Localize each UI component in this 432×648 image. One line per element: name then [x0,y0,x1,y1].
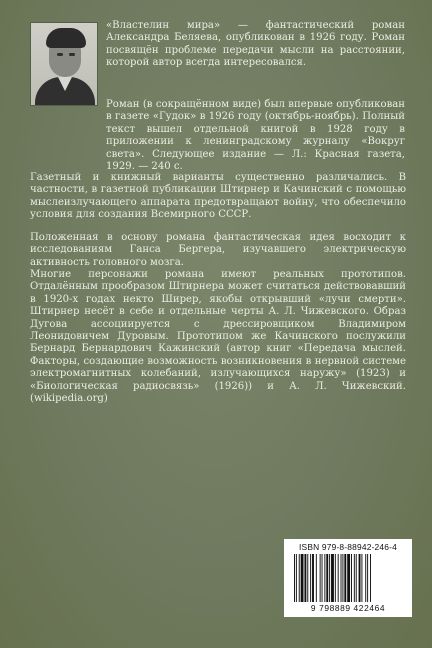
barcode-bar [344,554,346,602]
barcode-bar [367,554,368,602]
barcode-bar [322,554,323,602]
barcode-bar [331,554,334,602]
barcode-bar [365,554,366,602]
description-paragraph-4: Положенная в основу романа фантастическая идея восходит к исследованиям Ганса Бергера, изучавшего электрическую активность головного мозга. [30,232,406,268]
barcode-bar [329,554,330,602]
barcode-bar [370,554,371,602]
barcode-bar [356,554,357,602]
barcode-bar [342,554,343,602]
barcode-bar [307,554,308,602]
barcode-bar [324,554,325,602]
description-paragraph-2: Роман (в сокращённом виде) был впервые опубликован в газете «Гудок» в 1926 году (октябрь-ноябрь). Полный текст вышел отдельной книгой в 1928 году в приложении к ленинградскому журналу «Вокруг света». Следующее издание — Л.: Красная газета, 1929. — 240 с. [106,99,405,173]
barcode-bar [347,554,350,602]
description-paragraph-5: Многие персонажи романа имеют реальных прототипов. Отдалённым прообразом Штирнера может считаться действовавший в 1920-х годах некто Ширер, якобы открывший «лучи смерти». Штирнер несёт в себе и отдельные черты А. Л. Чижевского. Образ Дугова ассоциируется с дрессировщиком Владимиром Леонидовичем Дуровым. Прототипом же Качинского послужили Бернард Бернардович Кажинский (автор книг «Передача мыслей. Факторы, создающие возможность возникновения в нервной системе электромагнитных колебаний, излучающихся наружу» (1923) и «Биологическая радиосвязь» (1926)) и А. Л. Чижевский. (wikipedia.org) [30,269,406,405]
barcode-bar [299,554,300,602]
barcode-bar [294,554,295,602]
barcode-number: 9 798889 422464 [310,603,386,613]
barcode-bar [361,554,362,602]
portrait-eye-left [57,53,63,56]
barcode-bar [335,554,336,602]
barcode-bar [359,554,361,602]
barcode-bar [326,554,328,602]
barcode-bar [301,554,304,602]
barcode-bar [351,554,352,602]
isbn-label: ISBN 979-8-88942-246-4 [299,542,397,552]
barcode-bar [341,554,342,602]
portrait-hair [46,28,86,48]
author-portrait [30,22,98,106]
barcode-bar [316,554,317,602]
barcode-bar [304,554,306,602]
barcode-bars [292,554,404,604]
barcode-bar [354,554,355,602]
description-paragraph-1: «Властелин мира» — фантастический роман Александра Беляева, опубликован в 1926 году. Роман посвящён проблеме передачи мысли на расстоянии, которой автор всегда интересовался. [106,20,405,69]
barcode-bar [310,554,311,602]
barcode-bar [320,554,321,602]
barcode-bar [338,554,339,602]
description-paragraph-3: Газетный и книжный варианты существенно различались. В частности, в газетной публикации Штирнер и Качинский с помощью мыслеизлучающего аппарата предотвращают войну, что обеспечило условия для создания Всемирного СССР. [30,172,406,221]
isbn-barcode [284,539,412,617]
portrait-eye-right [69,53,75,56]
barcode-bar [312,554,314,602]
barcode-bar [296,554,297,602]
